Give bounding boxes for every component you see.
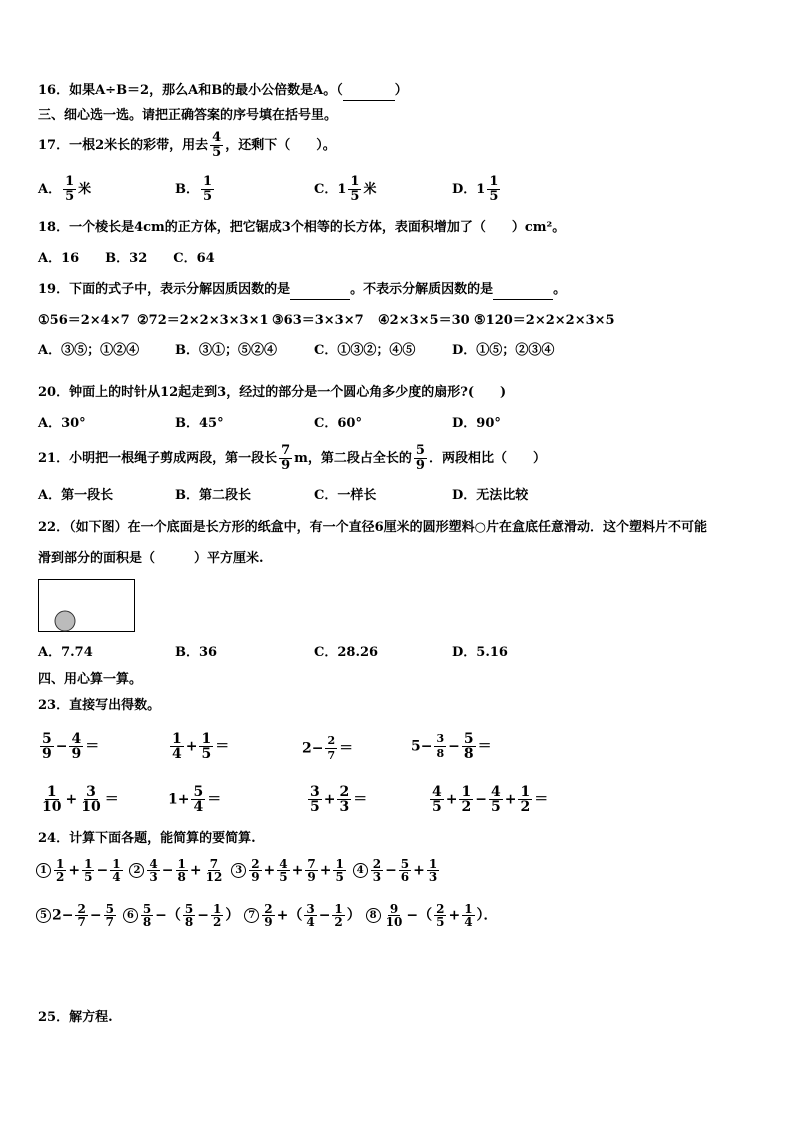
section-3-heading: 三、细心选一选。请把正确答案的序号填在括号里。 (38, 108, 338, 123)
q22-stem-line2: 滑到部分的面积是（ ）平方厘米. (38, 551, 264, 566)
q19-option-c[interactable]: C．①③②；④⑤ (314, 343, 416, 358)
q19-option-a[interactable]: A．③⑤；①②④ (38, 343, 140, 358)
q18-options[interactable]: A．16 B．32 C．64 (38, 251, 215, 266)
q16-text: 16．如果A÷B＝2，那么A和B的最小公倍数是A。（ (38, 83, 343, 98)
q20-option-b[interactable]: B．45° (175, 416, 224, 431)
q17-option-c[interactable]: C．1 $\frac{1}{5}$ 米 (314, 174, 377, 204)
q22-option-d[interactable]: D．5.16 (452, 645, 508, 660)
q22-stem-line1: 22．（如下图）在一个底面是长方形的纸盒中，有一个直径6厘米的圆形塑料○片在盒底任意滑动．这个塑料片不可能 (38, 520, 707, 535)
q23-expr-6: 1+ $\frac{5}{4}$ ＝ (168, 784, 222, 815)
q17-stem-b: ，还剩下（ ）。 (225, 138, 336, 153)
q17-option-a[interactable]: A． $\frac{1}{5}$ 米 (38, 174, 92, 204)
q21-option-b[interactable]: B．第二段长 (175, 488, 251, 503)
q21-option-a[interactable]: A．第一段长 (38, 488, 114, 503)
q17-option-d[interactable]: D．1 $\frac{1}{5}$ (452, 174, 499, 204)
q19-option-b[interactable]: B．③①；⑤②④ (175, 343, 278, 358)
q22-disc (55, 611, 75, 631)
q23-expr-1: $\frac{5}{9}$ − $\frac{4}{9}$ ＝ (42, 731, 100, 762)
q21-stem: 21．小明把一根绳子剪成两段，第一段长 $\frac{7}{9}$ m，第二段占全长的 $\frac{5}{9}$ ．两段相比（ ） (38, 443, 546, 473)
q19-item-2: ②72＝2×2×3×3×1 (137, 313, 269, 328)
q16-line (38, 82, 408, 101)
q22-option-c[interactable]: C．28.26 (314, 645, 379, 660)
q19-item-3: ③63＝3×3×7 (272, 313, 364, 328)
q19-blank-2[interactable] (493, 281, 553, 300)
q22-option-b[interactable]: B．36 (175, 645, 218, 660)
section-4-heading: 四、用心算一算。 (38, 672, 143, 687)
q16-close: ） (394, 83, 408, 98)
q24-row-2: 5 2− $\frac{2}{7}$ − $\frac{5}{7}$ 6 $\frac{5}{8}$ −（ $\frac{5}{8}$ − $\frac{1}{2}$ ） 7 $\frac{2}{9}$ +（ $\frac{3}{4}$ − $\frac{1}{2}$ ） 8 $\frac{9}{10}$ −（ $\frac{2}{5}$ + $\frac{1}{4}$ ）． (36, 903, 498, 928)
q24-row-1: 1 $\frac{1}{2}$ + $\frac{1}{5}$ − $\frac{1}{4}$ 2 $\frac{4}{3}$ − $\frac{1}{8}$ + $\frac{7}{12}$ 3 $\frac{2}{9}$ + $\frac{4}{5}$ + $\frac{7}{9}$ + $\frac{1}{5}$ 4 $\frac{2}{3}$ − $\frac{5}{6}$ + $\frac{1}{3}$ (36, 858, 441, 883)
q19-stem: 19．下面的式子中，表示分解因质因数的是 。不表示分解质因数的是 。 (38, 281, 566, 300)
q17-stem (38, 131, 336, 160)
q18-stem: 18．一个棱长是4cm的正方体，把它锯成3个相等的长方体，表面积增加了（ ）cm²。 (38, 220, 566, 235)
q20-stem: 20．钟面上的时针从12起走到3，经过的部分是一个圆心角多少度的扇形?( ) (38, 385, 507, 400)
q23-expr-3: 2− $\frac{2}{7}$ ＝ (302, 734, 354, 762)
q20-option-a[interactable]: A．30° (38, 416, 86, 431)
q24-title: 24．计算下面各题，能简算的要简算. (38, 831, 256, 846)
q21-option-c[interactable]: C．一样长 (314, 488, 377, 503)
q22-option-a[interactable]: A．7.74 (38, 645, 93, 660)
q21-option-d[interactable]: D．无法比较 (452, 488, 529, 503)
q23-expr-4: 5− $\frac{3}{8}$ − $\frac{5}{8}$ ＝ (411, 731, 492, 762)
q17-stem-a: 17．一根2米长的彩带，用去 (38, 138, 209, 153)
q19-item-4: ④2×3×5＝30 (378, 313, 470, 328)
q20-option-c[interactable]: C．60° (314, 416, 362, 431)
q23-expr-8: $\frac{4}{5}$ + $\frac{1}{2}$ − $\frac{4}{5}$ + $\frac{1}{2}$ ＝ (432, 784, 549, 815)
q19-option-d[interactable]: D．①⑤；②③④ (452, 343, 555, 358)
q17-option-b[interactable]: B． $\frac{1}{5}$ (175, 174, 213, 204)
q23-title: 23．直接写出得数。 (38, 698, 161, 713)
q16-answer-blank[interactable] (343, 82, 395, 101)
q22-box-figure (38, 579, 136, 633)
q23-expr-2: $\frac{1}{4}$ + $\frac{1}{5}$ ＝ (172, 731, 230, 762)
q17-fraction: $\frac{4}{5}$ (212, 130, 222, 160)
q19-blank-1[interactable] (290, 281, 350, 300)
q23-expr-5: $\frac{1}{10}$ + $\frac{3}{10}$ ＝ (42, 784, 119, 815)
q23-expr-7: $\frac{3}{5}$ + $\frac{2}{3}$ ＝ (310, 784, 368, 815)
q20-option-d[interactable]: D．90° (452, 416, 501, 431)
q19-item-1: ①56＝2×4×7 (38, 313, 130, 328)
q19-item-5: ⑤120＝2×2×2×3×5 (474, 313, 615, 328)
q25-title: 25．解方程. (38, 1010, 113, 1025)
